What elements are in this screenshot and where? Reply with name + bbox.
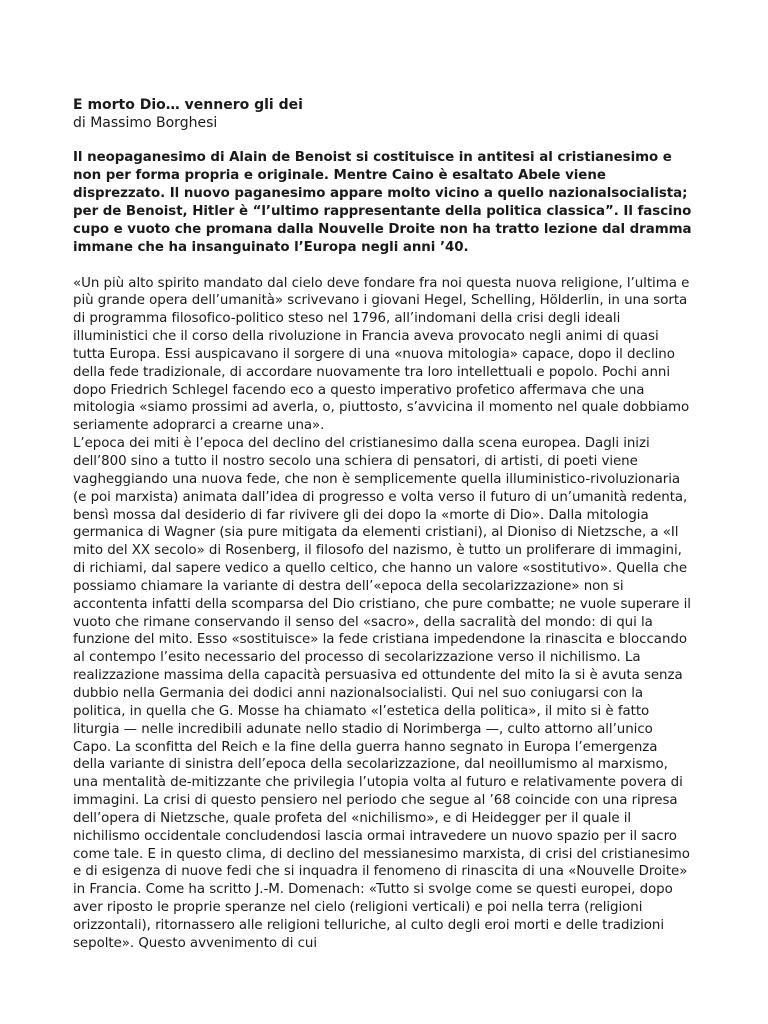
article-abstract: Il neopaganesimo di Alain de Benoist si costituisce in antitesi al cristianesimo e non per forma propria e originale. Mentre Caino è esaltato Abele viene disprezzato. Il nuovo paganesimo appare molto vicino a quello nazionalsocialista; per de Benoist, Hitler è “l’ultimo rappresentante della politica classica”. Il fascino cupo e vuoto che promana dalla Nouvelle Droite non ha tratto lezione dal dramma immane che ha insanguinato l’Europa negli anni ’40. — [73, 150, 692, 256]
body-paragraph: L’epoca dei miti è l’epoca del declino del cristianesimo dalla scena europea. Dagli inizi dell’800 sino a tutto il nostro secolo una schiera di pensatori, di artisti, di poeti viene vagheggiando una nuova fede, che non è semplicemente quella illuministico-rivoluzionaria (e poi marxista) animata dall’idea di progresso e volta verso il futuro di un’umanità redenta, bensì mossa dal desiderio di far rivivere gli dei dopo la «morte di Dio». Dalla mitologia germanica di Wagner (sia pure mitigata da elementi cristiani), al Dioniso di Nietzsche, a «Il mito del XX secolo» di Rosenberg, il filosofo del nazismo, è tutto un proliferare di immagini, di richiami, dal sapere vedico a quello celtico, che hanno un valore «sostitutivo». Quella che possiamo chiamare la variante di destra dell’«epoca della secolarizzazione» non si accontenta infatti della scomparsa del Dio cristiano, che pure combatte; ne vuole superare il vuoto che rimane conservando il senso del «sacro», della sacralità del mondo: di qui la funzione del mito. Esso «sostituisce» la fede cristiana impedendone la rinascita e bloccando al contempo l’esito necessario del processo di secolarizzazione verso il nichilismo. La realizzazione massima della capacità persuasiva ed ottundente del mito la si è avuta senza dubbio nella Germania dei dodici anni nazionalsocialisti. Qui nel suo coniugarsi con la politica, in quella che G. Mosse ha chiamato «l’estetica della politica», il mito si è fatto liturgia — nelle incredibili adunate nello stadio di Norimberga —, culto attorno all’unico Capo. La sconfitta del Reich e la fine della guerra hanno segnato in Europa l’emergenza della variante di sinistra dell’epoca della secolarizzazione, dal neoillumismo al marxismo, una mentalità de-mitizzante che privilegia l’utopia volta al futuro e relativamente povera di immagini. La crisi di questo pensiero nel periodo che segue al ’68 coincide con una ripresa dell’opera di Nietzsche, quale profeta del «nichilismo», e di Heidegger per il quale il nichilismo occidentale concludendosi lascia ormai intravedere un nuovo spazio per il sacro come tale. E in questo clima, di declino del messianesimo marxista, di crisi del cristianesimo e di esigenza di nuove fedi che si inquadra il fenomeno di rinascita di una «Nouvelle Droite» in Francia. Come ha scritto J.-M. Domenach: «Tutto si svolge come se questi europei, dopo aver riposto le proprie speranze nel cielo (religioni verticali) e poi nella terra (religioni orizzontali), ritornassero alle religioni telluriche, al culto degli eroi morti e delle tradizioni sepolte». Questo avvenimento di cui — [73, 436, 691, 951]
article-title: E morto Dio… vennero gli dei — [73, 97, 303, 113]
body-paragraph: «Un più alto spirito mandato dal cielo deve fondare fra noi questa nuova religione, l’ultima e più grande opera dell’umanità» scrivevano i giovani Hegel, Schelling, Hölderlin, in una sorta di programma filosofico-politico steso nel 1796, all’indomani della crisi degli ideali illuministici che il corso della rivoluzione in Francia aveva provocato negli animi di quasi tutta Europa. Essi auspicavano il sorgere di una «nuova mitologia» capace, dopo il declino della fede tradizionale, di accordare nuovamente tra loro intellettuali e popolo. Pochi anni dopo Friedrich Schlegel facendo eco a questo imperativo profetico affermava che una mitologia «siamo prossimi ad averla, o, piuttosto, s’avvicina il momento nel quale dobbiamo seriamente adoprarci a crearne una». — [73, 275, 690, 434]
article-author: di Massimo Borghesi — [73, 115, 218, 131]
article-body — [73, 275, 693, 953]
document-page — [73, 96, 693, 953]
